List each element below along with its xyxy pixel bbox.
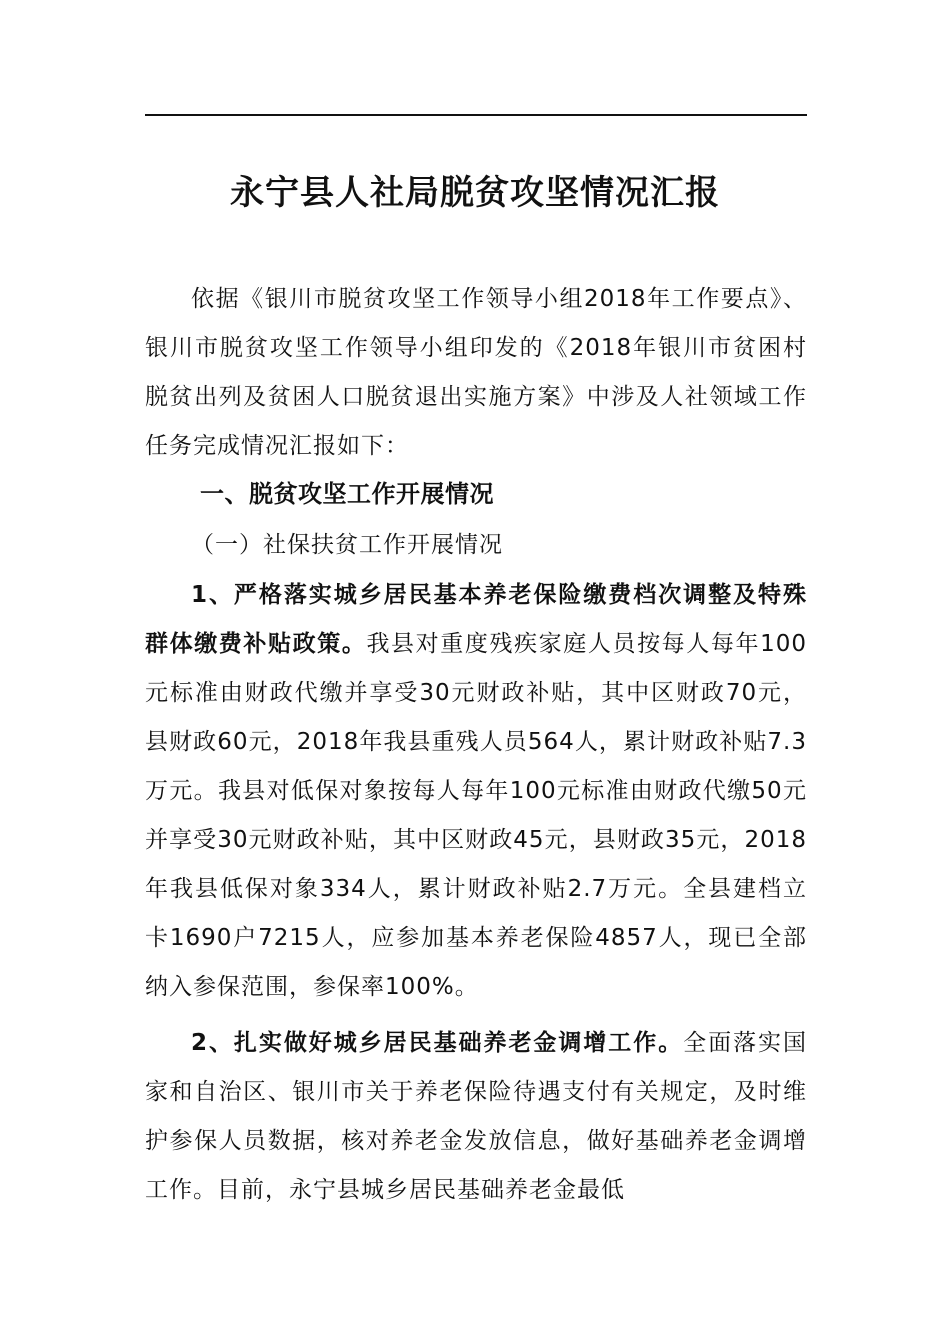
intro-block — [145, 275, 807, 471]
item-1-block — [145, 571, 807, 1012]
item-1-lead: 1、严格落实城乡居民基本养老保险缴费档次调整及特殊群体缴费补贴政策。 — [145, 582, 807, 657]
intro-paragraph: 依据《银川市脱贫攻坚工作领导小组2018年工作要点》、银川市脱贫攻坚工作领导小组印发的《2018年银川市贫困村脱贫出列及贫困人口脱贫退出实施方案》中涉及人社领域工作任务完成情况汇报如下： — [145, 286, 807, 459]
header-rule — [145, 114, 807, 116]
document-title: 永宁县人社局脱贫攻坚情况汇报 — [230, 173, 720, 213]
item-1-body: 我县对重度残疾家庭人员按每人每年100元标准由财政代缴并享受30元财政补贴，其中区财政70元，县财政60元，2018年我县重残人员564人，累计财政补贴7.3万元。我县对低保对象按每人每年100元标准由财政代缴50元并享受30元财政补贴，其中区财政45元，县财政35元，2018年我县低保对象334人，累计财政补贴2.7万元。全县建档立卡1690户7215人，应参加基本养老保险4857人，现已全部纳入参保范围，参保率100%。 — [145, 631, 807, 1000]
section-heading: 一、脱贫攻坚工作开展情况 — [200, 480, 494, 508]
item-1-paragraph — [145, 571, 807, 1012]
item-2-paragraph — [145, 1019, 807, 1215]
item-2-body: 全面落实国家和自治区、银川市关于养老保险待遇支付有关规定，及时维护参保人员数据，核对养老金发放信息，做好基础养老金调增工作。目前，永宁县城乡居民基础养老金最低 — [145, 1030, 808, 1203]
item-2-lead: 2、扎实做好城乡居民基础养老金调增工作。 — [191, 1030, 684, 1056]
subsection-heading: （一）社保扶贫工作开展情况 — [191, 532, 503, 558]
item-2-block — [145, 1019, 807, 1215]
